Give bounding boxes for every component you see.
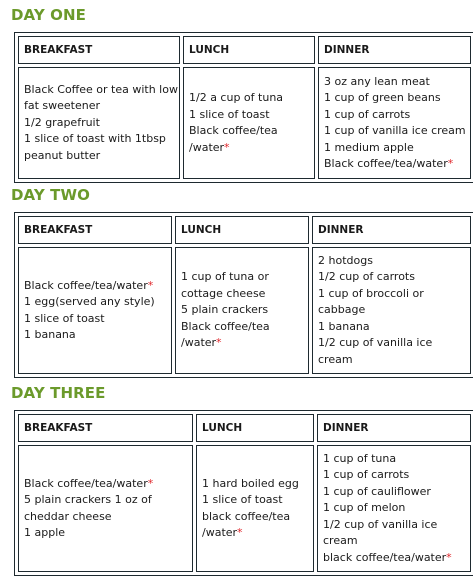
day-two-lunch-cell — [175, 247, 309, 374]
meal-item-text: Black coffee/tea/water — [24, 476, 148, 490]
meal-item-line — [318, 253, 465, 270]
meal-item-text: fat sweetener — [24, 99, 101, 113]
meal-item-line — [24, 492, 187, 509]
meal-item-text: 1 cup of vanilla ice cream — [324, 124, 466, 137]
day-two-breakfast-cell — [18, 247, 172, 374]
meal-item-line — [181, 286, 303, 303]
meal-item-text: 1 slice of toast with 1tbsp — [24, 132, 166, 146]
meal-item-text: 1 medium apple — [324, 140, 414, 154]
meal-item-text: 1 cup of tuna or — [181, 270, 269, 284]
day-one-lunch-cell — [183, 67, 315, 179]
meal-item-text: Black coffee/tea — [189, 124, 278, 137]
day-one-table — [14, 32, 473, 183]
meal-item-text: 1 cup of green beans — [324, 91, 441, 104]
lunch-header: LUNCH — [196, 414, 314, 442]
meal-item-line — [181, 319, 303, 336]
meal-item-text: 1/2 cup of vanilla ice — [323, 517, 438, 531]
meal-item-line — [323, 467, 465, 484]
meal-item-line — [324, 74, 465, 91]
asterisk-marker: * — [147, 476, 154, 490]
meal-item-text: Black coffee/tea/water — [24, 278, 148, 292]
meal-item-line — [24, 82, 178, 99]
lunch-header: LUNCH — [183, 36, 315, 64]
meal-item-line — [24, 311, 166, 328]
meal-item-text: 1 hard boiled egg — [202, 476, 299, 490]
meal-item-text: 1 cup of broccoli or — [318, 286, 424, 300]
meal-item-text: 1 slice of toast — [189, 107, 270, 121]
meal-item-line — [323, 484, 465, 501]
meal-item-line — [318, 352, 465, 369]
meal-item-line — [324, 107, 465, 124]
meal-item-text: /water — [181, 336, 217, 350]
meal-item-text: 2 hotdogs — [318, 253, 373, 267]
dinner-header: DINNER — [312, 216, 471, 244]
meal-item-text: /water — [189, 140, 225, 154]
asterisk-marker: * — [216, 336, 222, 350]
meal-item-line — [318, 269, 465, 286]
asterisk-marker: * — [147, 278, 154, 292]
meal-item-text: 1/2 cup of carrots — [318, 270, 415, 284]
meal-item-line — [324, 140, 465, 157]
meal-item-line — [323, 500, 465, 517]
asterisk-marker: * — [447, 157, 454, 170]
meal-item-text: cheddar cheese — [24, 509, 112, 523]
day-three-table — [14, 410, 473, 576]
day-one-dinner-cell — [318, 67, 471, 179]
meal-item-text: 1 cup of carrots — [324, 107, 411, 121]
meal-item-text: cream — [323, 534, 358, 548]
breakfast-header: BREAKFAST — [18, 414, 193, 442]
day-two-dinner-cell — [312, 247, 471, 374]
meal-item-line — [24, 327, 166, 344]
meal-item-line — [189, 90, 309, 107]
meal-item-text: Black Coffee or tea with low — [24, 82, 178, 96]
meal-item-line — [323, 550, 465, 567]
meal-item-text: 1 cup of cauliflower — [323, 484, 431, 498]
meal-item-text: peanut butter — [24, 148, 101, 162]
meal-item-text: 1 banana — [318, 319, 370, 333]
meal-item-line — [24, 476, 187, 493]
dinner-header: DINNER — [317, 414, 471, 442]
meal-item-text: 1/2 grapefruit — [24, 115, 100, 129]
meal-item-line — [24, 148, 174, 165]
meal-item-line — [323, 533, 465, 550]
meal-item-line — [24, 278, 166, 295]
meal-item-line — [323, 451, 465, 468]
meal-item-line — [24, 131, 174, 148]
meal-item-line — [202, 525, 308, 542]
day-three-breakfast-cell — [18, 445, 193, 572]
meal-item-text: /water — [202, 526, 238, 539]
meal-item-text: cream — [318, 352, 353, 366]
meal-item-text: 1 slice of toast — [24, 311, 105, 325]
meal-item-line — [189, 123, 309, 140]
meal-item-line — [324, 123, 465, 140]
meal-item-line — [202, 509, 308, 526]
meal-item-text: 3 oz any lean meat — [324, 74, 430, 88]
meal-item-line — [324, 156, 465, 173]
day-title-one: DAY ONE — [11, 6, 86, 24]
day-one-breakfast-cell — [18, 67, 180, 179]
breakfast-header: BREAKFAST — [18, 216, 172, 244]
day-title-three: DAY THREE — [11, 384, 106, 402]
dinner-header: DINNER — [318, 36, 471, 64]
meal-item-line — [202, 492, 308, 509]
meal-item-line — [24, 509, 187, 526]
meal-item-line — [202, 476, 308, 493]
meal-item-text: 1 cup of melon — [323, 501, 406, 515]
meal-item-line — [318, 319, 465, 336]
meal-item-line — [24, 98, 174, 115]
meal-item-line — [181, 335, 303, 352]
meal-item-line — [24, 525, 187, 542]
meal-item-line — [318, 335, 465, 352]
asterisk-marker: * — [446, 550, 452, 564]
meal-item-line — [189, 107, 309, 124]
day-two-table — [14, 212, 473, 378]
meal-item-text: 1 slice of toast — [202, 493, 283, 506]
meal-item-line — [181, 302, 303, 319]
meal-item-text: 1 cup of carrots — [323, 468, 410, 482]
meal-item-text: cottage cheese — [181, 286, 266, 300]
meal-item-text: 1 apple — [24, 526, 66, 539]
meal-item-text: 5 plain crackers — [181, 303, 269, 317]
meal-item-text: Black coffee/tea/water — [324, 157, 448, 170]
breakfast-header: BREAKFAST — [18, 36, 180, 64]
day-three-dinner-cell — [317, 445, 471, 572]
meal-item-text: 1 banana — [24, 328, 76, 341]
asterisk-marker: * — [237, 526, 243, 539]
asterisk-marker: * — [224, 140, 230, 154]
meal-item-text: 1/2 cup of vanilla ice — [318, 336, 433, 350]
meal-item-line — [318, 302, 465, 319]
meal-item-text: 1 egg(served any style) — [24, 295, 155, 308]
meal-item-line — [24, 115, 174, 132]
meal-item-text: 5 plain crackers 1 oz of — [24, 493, 152, 506]
meal-item-line — [24, 294, 166, 311]
meal-item-line — [318, 286, 465, 303]
meal-item-text: 1/2 a cup of tuna — [189, 91, 284, 104]
meal-item-text: Black coffee/tea — [181, 319, 270, 333]
meal-item-line — [323, 517, 465, 534]
meal-item-text: black coffee/tea/water — [323, 550, 447, 564]
meal-item-text: cabbage — [318, 303, 366, 317]
meal-item-line — [189, 140, 309, 157]
day-three-lunch-cell — [196, 445, 314, 572]
lunch-header: LUNCH — [175, 216, 309, 244]
meal-item-line — [181, 269, 303, 286]
meal-item-text: black coffee/tea — [202, 509, 291, 523]
day-title-two: DAY TWO — [11, 186, 90, 204]
meal-item-text: 1 cup of tuna — [323, 451, 397, 465]
meal-item-line — [324, 90, 465, 107]
